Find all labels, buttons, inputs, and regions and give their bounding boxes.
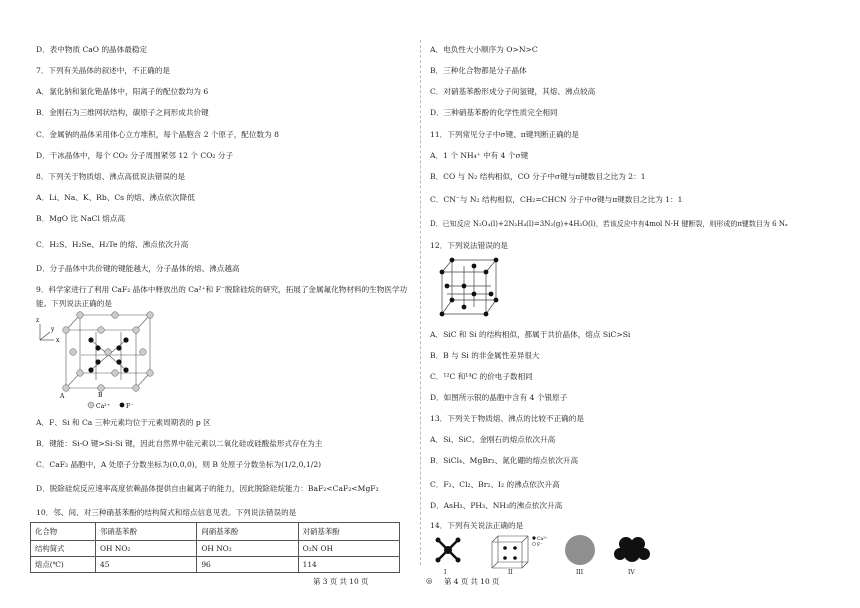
figure-label: I: [444, 569, 447, 576]
structures-figure: [430, 532, 670, 572]
structure-para: [298, 541, 399, 557]
question-11: 11．下列常见分子中σ键、π键判断正确的是: [430, 130, 579, 139]
option-c: C．CaF₂ 晶胞中，A 处原子分数坐标为(0,0,0)，则 B 处原子分数坐标为(1/2,0,1/2): [36, 460, 322, 469]
table-cell: 96: [197, 557, 298, 573]
question-9: 9．科学家进行了利用 CaF₂ 晶体中释放出的 Ca²⁺和 F⁻脱除硅烷的研究，拓展了金属氟化物材料的生物医学功: [36, 285, 408, 294]
option-b: B．B 与 Si 的非金属性差异很大: [430, 351, 540, 360]
option-b: B．三种化合物都是分子晶体: [430, 66, 527, 75]
option-c: C．¹²C 和¹⁴C 的价电子数相同: [430, 372, 533, 381]
option-d: D．脱除硅烷反应速率高度依赖晶体提供自由氟离子的能力，因此脱除硅烷能力：BaF₂<CaF₂<MgF₂: [36, 484, 379, 493]
table-header: 间硝基苯酚: [197, 523, 298, 541]
figure-i: [436, 538, 461, 563]
page-number-left: 第 3 页 共 10 页: [313, 577, 369, 586]
caf2-unit-cell-figure: [36, 310, 166, 410]
question-13: 13．下列关于物质熔、沸点的比较不正确的是: [430, 414, 584, 423]
figure-iv: [614, 537, 650, 562]
no2-label: NO₂: [114, 544, 131, 553]
question-7: 7．下列有关晶体的叙述中，不正确的是: [36, 66, 170, 75]
text-line: D．干冰晶体中，每个 CO₂ 分子周围紧邻 12 个 CO₂ 分子: [36, 151, 234, 160]
question-12: 12．下列说法错误的是: [430, 241, 509, 250]
ca-legend-label: Ca²⁺: [96, 403, 110, 410]
text-line: D．表中物质 CaO 的晶体最稳定: [36, 45, 148, 54]
option-c: C．CN⁻与 N₂ 结构相似，CH₂=CHCN 分子中σ键与π键数目之比为 1：1: [430, 195, 683, 204]
question-14: 14．下列有关说法正确的是: [430, 521, 524, 530]
point-a-label: A: [60, 393, 65, 400]
table-header: 邻硝基苯酚: [96, 523, 197, 541]
structure-ortho: [96, 541, 197, 557]
option-c: C．对硝基苯酚形成分子间氢键，其熔、沸点较高: [430, 87, 596, 96]
center-mark: ◎: [426, 576, 433, 585]
point-b-label: B: [98, 392, 103, 399]
text-line: 能。下列说法正确的是: [36, 299, 112, 308]
option-c: C．F₂、Cl₂、Br₂、I₂ 的沸点依次升高: [430, 480, 560, 489]
ca-legend-icon: [532, 536, 535, 539]
no2-label: NO₂: [216, 544, 232, 553]
ca-legend-label: Ca²⁺: [537, 537, 548, 542]
f-legend-label: F⁻: [537, 543, 543, 548]
table-row-label: 结构简式: [31, 541, 96, 557]
axis-x-label: x: [56, 337, 60, 344]
question-10: 10．邻、间、对三种硝基苯酚的结构简式和熔点信息见表。下列说法错误的是: [36, 508, 297, 517]
option-b: B．键能：Si-O 键>Si-Si 键，因此自然界中硅元素以二氧化硅或硅酸盐形式存在为主: [36, 439, 323, 448]
axis-z-label: z: [36, 317, 40, 324]
option-a: A．电负性大小顺序为 O>N>C: [430, 45, 538, 54]
option-d: D．三种硝基苯酚的化学性质完全相同: [430, 108, 558, 117]
option-a: A．Si、SiC、金刚石的熔点依次升高: [430, 435, 556, 444]
axis-y-label: y: [51, 326, 55, 333]
figure-label: II: [508, 569, 513, 576]
text-line: A．Li、Na、K、Rb、Cs 的熔、沸点依次降低: [36, 193, 195, 202]
figure-label: IV: [628, 569, 635, 576]
structure-meta: [197, 541, 298, 557]
text-line: C．金属钠的晶体采用体心立方堆积，每个晶胞含 2 个原子，配位数为 8: [36, 130, 279, 139]
text-line: B．金刚石为三维网状结构，碳原子之间形成共价键: [36, 108, 209, 117]
table-cell: 114: [298, 557, 399, 573]
o2n-label: O₂N: [302, 544, 319, 553]
f-legend-icon: [120, 403, 125, 408]
oh-label: OH: [100, 544, 113, 553]
ca-legend-icon: [88, 402, 94, 408]
table-cell: 45: [96, 557, 197, 573]
column-divider: [420, 40, 421, 565]
option-a: A．1 个 NH₄⁺ 中有 4 个σ键: [430, 151, 529, 160]
option-b: B．SiCl₄、MgBr₂、氮化硼的熔点依次升高: [430, 456, 579, 465]
question-8: 8．下列关于物质熔、沸点高低说法错误的是: [36, 172, 186, 181]
text-line: D．分子晶体中共价键的键能越大，分子晶体的熔、沸点越高: [36, 264, 240, 273]
text-line: C．H₂S、H₂Se、H₂Te 的熔、沸点依次升高: [36, 240, 189, 249]
nitrophenol-table: [30, 522, 400, 541]
table-header: 对硝基苯酚: [298, 523, 399, 541]
table-header: 化合物: [31, 523, 96, 541]
table-row-label: 熔点(℃): [31, 557, 96, 573]
figure-iii: [565, 535, 595, 565]
option-a: A．SiC 和 Si 的结构相似，都属于共价晶体，熔点 SiC>Si: [430, 330, 631, 339]
option-a: A．F、Si 和 Ca 三种元素均位于元素周期表的 p 区: [36, 418, 211, 427]
figure-ii: [492, 536, 528, 568]
option-d: D．如图所示银的晶胞中含有 4 个银原子: [430, 393, 568, 402]
page-number-right: 第 4 页 共 10 页: [444, 577, 500, 586]
figure-label: III: [576, 569, 584, 576]
oh-label: OH: [320, 544, 334, 553]
option-d: D．AsH₃、PH₃、NH₃的沸点依次升高: [430, 501, 563, 510]
f-legend-label: F⁻: [126, 403, 134, 410]
text-line: B．MgO 比 NaCl 熔点高: [36, 214, 126, 223]
option-b: B．CO 与 N₂ 结构相似，CO 分子中σ键与π键数目之比为 2：1: [430, 172, 646, 181]
f-legend-icon: [532, 542, 535, 545]
oh-label: OH: [201, 544, 214, 553]
silver-unit-cell-figure: [438, 256, 508, 322]
option-d: D．已知反应 N₂O₄(l)+2N₂H₄(l)=3N₂(g)+4H₂O(l)，若该反应中有4mol N-H 键断裂，则形成的π键数目为 6 Nₐ: [430, 220, 788, 228]
text-line: A．氯化钠和氯化铯晶体中，阳离子的配位数均为 6: [36, 87, 209, 96]
nitrophenol-table-body: [30, 540, 400, 573]
